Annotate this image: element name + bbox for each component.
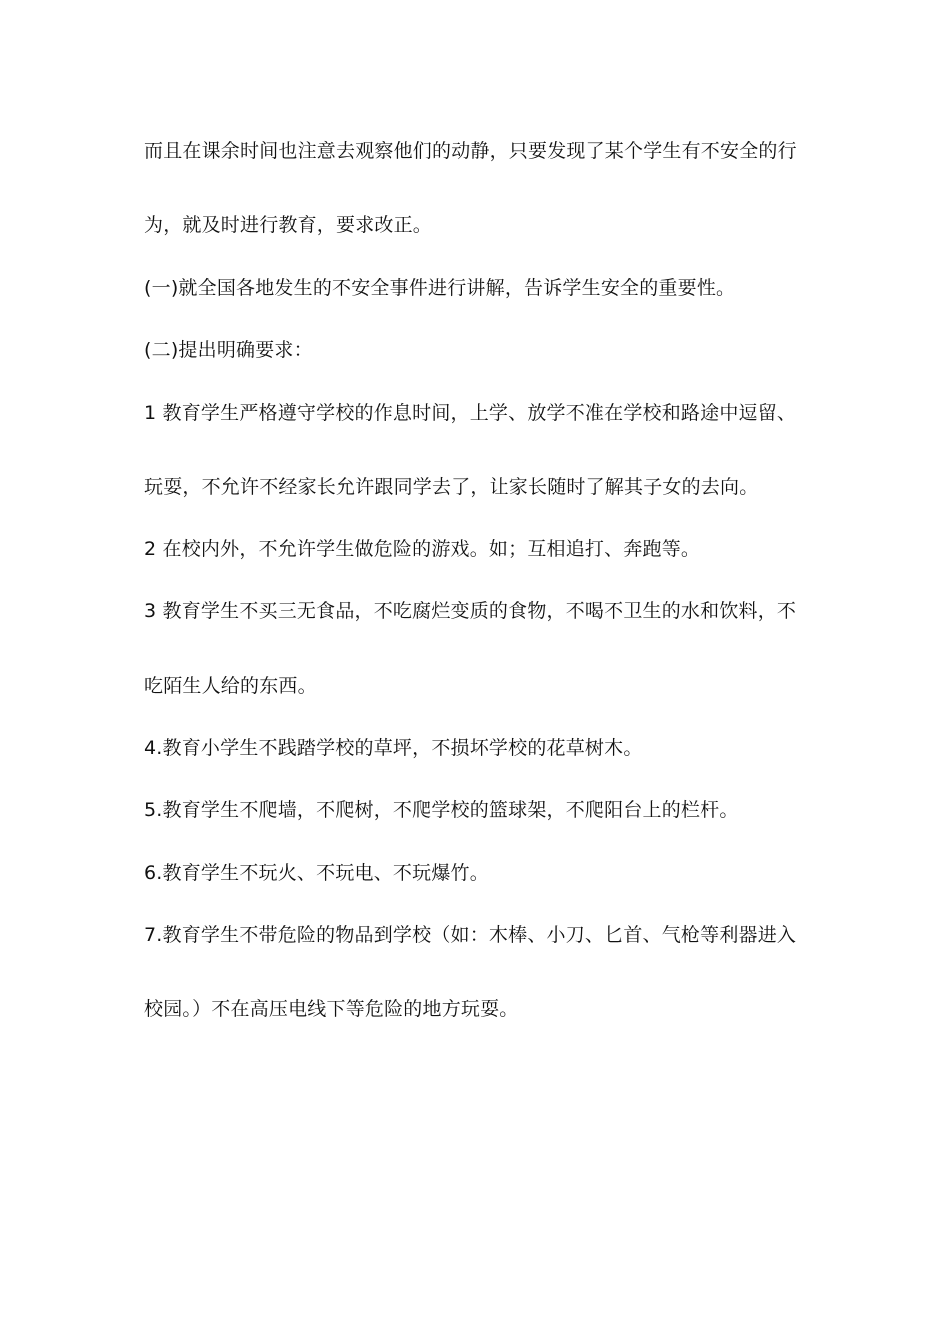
list-item-continuation: 校园。）不在高压电线下等危险的地方玩耍。 xyxy=(144,998,519,1020)
list-item: 1 教育学生严格遵守学校的作息时间，上学、放学不准在学校和路途中逗留、 xyxy=(144,402,797,424)
list-item: 5.教育学生不爬墙，不爬树，不爬学校的篮球架，不爬阳台上的栏杆。 xyxy=(144,799,739,821)
list-item: 3 教育学生不买三无食品，不吃腐烂变质的食物，不喝不卫生的水和饮料，不 xyxy=(144,600,797,622)
list-item: 6.教育学生不玩火、不玩电、不玩爆竹。 xyxy=(144,862,489,884)
section-heading: (一)就全国各地发生的不安全事件进行讲解，告诉学生安全的重要性。 xyxy=(144,277,736,299)
paragraph-line: 而且在课余时间也注意去观察他们的动静，只要发现了某个学生有不安全的行 xyxy=(144,140,797,162)
list-item: 4.教育小学生不践踏学校的草坪，不损坏学校的花草树木。 xyxy=(144,737,643,759)
paragraph-line: 为，就及时进行教育，要求改正。 xyxy=(144,214,433,236)
section-heading: (二)提出明确要求： xyxy=(144,339,313,361)
list-item-continuation: 玩耍，不允许不经家长允许跟同学去了，让家长随时了解其子女的去向。 xyxy=(144,476,759,498)
list-item: 7.教育学生不带危险的物品到学校（如：木棒、小刀、匕首、气枪等利器进入 xyxy=(144,924,797,946)
list-item: 2 在校内外，不允许学生做危险的游戏。如；互相追打、奔跑等。 xyxy=(144,538,701,560)
list-item-continuation: 吃陌生人给的东西。 xyxy=(144,675,317,697)
